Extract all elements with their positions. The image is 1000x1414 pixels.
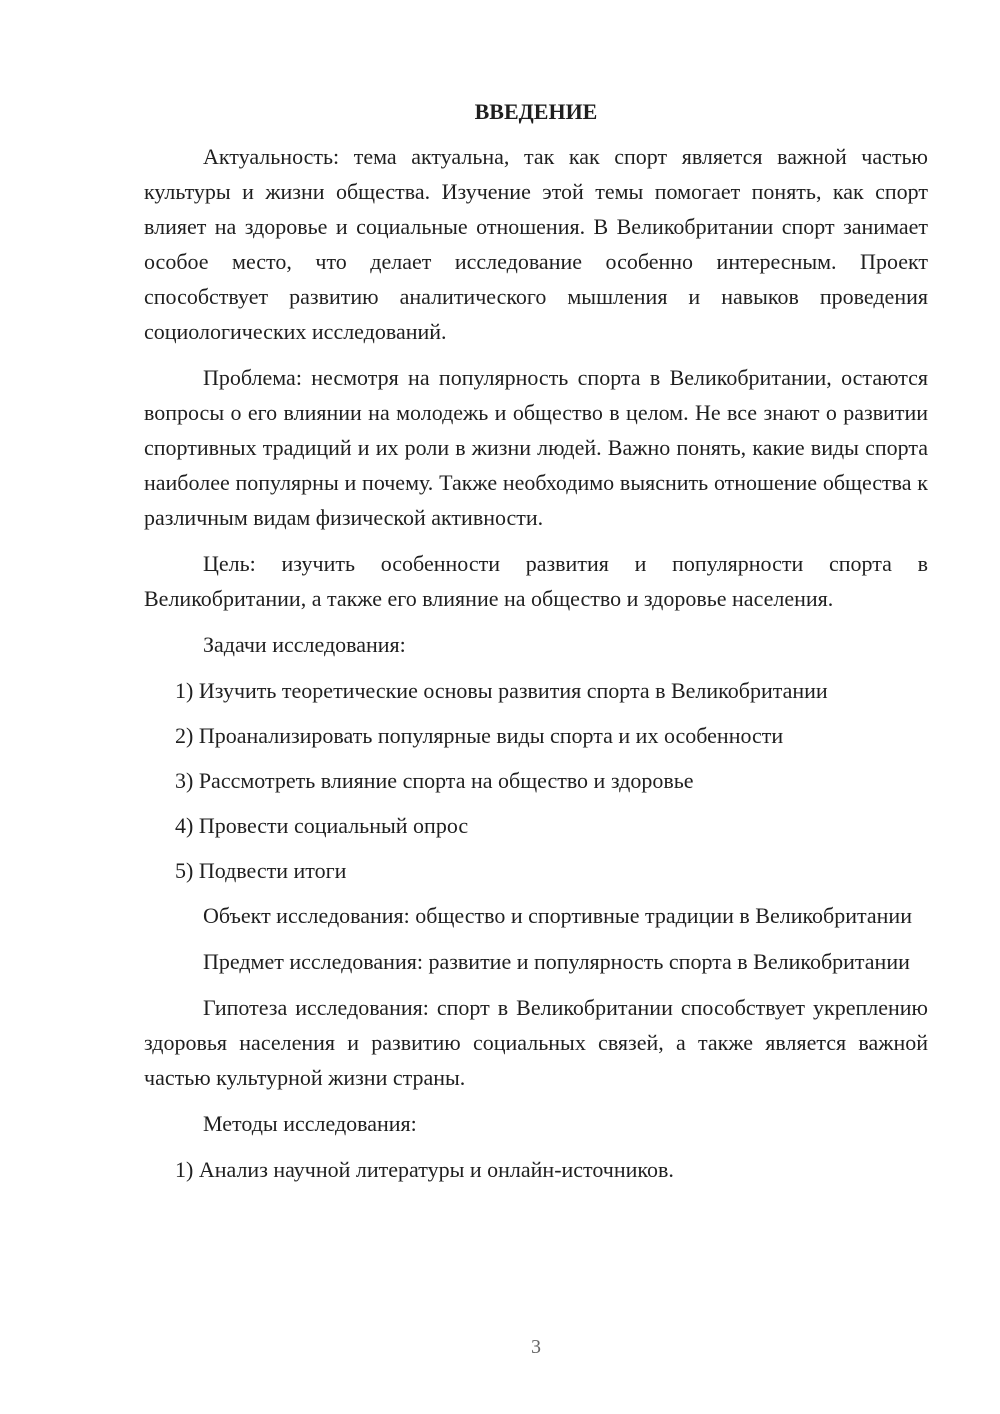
tasks-list <box>144 673 928 888</box>
paragraph-goal: Цель: изучить особенности развития и популярности спорта в Великобритании, а также его влияние на общество и здоровье населения. <box>144 551 928 611</box>
paragraph-object: Объект исследования: общество и спортивные традиции в Великобритании <box>203 903 912 928</box>
list-item: 2) Проанализировать популярные виды спорта и их особенности <box>175 723 784 748</box>
list-item: 1) Анализ научной литературы и онлайн-источников. <box>175 1157 674 1182</box>
list-item: 4) Провести социальный опрос <box>175 813 469 838</box>
methods-list <box>144 1152 928 1187</box>
page-title: ВВЕДЕНИЕ <box>474 99 598 124</box>
paragraph-problem: Проблема: несмотря на популярность спорта в Великобритании, остаются вопросы о его влиянии на молодежь и общество в целом. Не все знают о развитии спортивных традиций и их роли в жизни людей. Важно понять, какие виды спорта наиболее популярны и почему. Также необходимо выяснить отношение общества к различным видам физической активности. <box>144 365 928 530</box>
paragraph-relevance: Актуальность: тема актуальна, так как спорт является важной частью культуры и жизни общества. Изучение этой темы помогает понять, как спорт влияет на здоровье и социальные отношения. В Великобритании спорт занимает особое место, что делает исследование особенно интересным. Проект способствует развитию аналитического мышления и навыков проведения социологических исследований. <box>144 144 928 344</box>
list-item: 1) Изучить теоретические основы развития спорта в Великобритании <box>175 678 828 703</box>
page-content <box>144 94 928 1197</box>
paragraph-subject: Предмет исследования: развитие и популярность спорта в Великобритании <box>203 949 910 974</box>
tasks-heading: Задачи исследования: <box>203 632 406 657</box>
methods-heading: Методы исследования: <box>203 1111 417 1136</box>
list-item: 3) Рассмотреть влияние спорта на общество и здоровье <box>175 768 694 793</box>
paragraph-hypothesis: Гипотеза исследования: спорт в Великобритании способствует укреплению здоровья населения и развитию социальных связей, а также является важной частью культурной жизни страны. <box>144 995 928 1090</box>
list-item: 5) Подвести итоги <box>175 858 347 883</box>
page-number: 3 <box>531 1336 541 1358</box>
